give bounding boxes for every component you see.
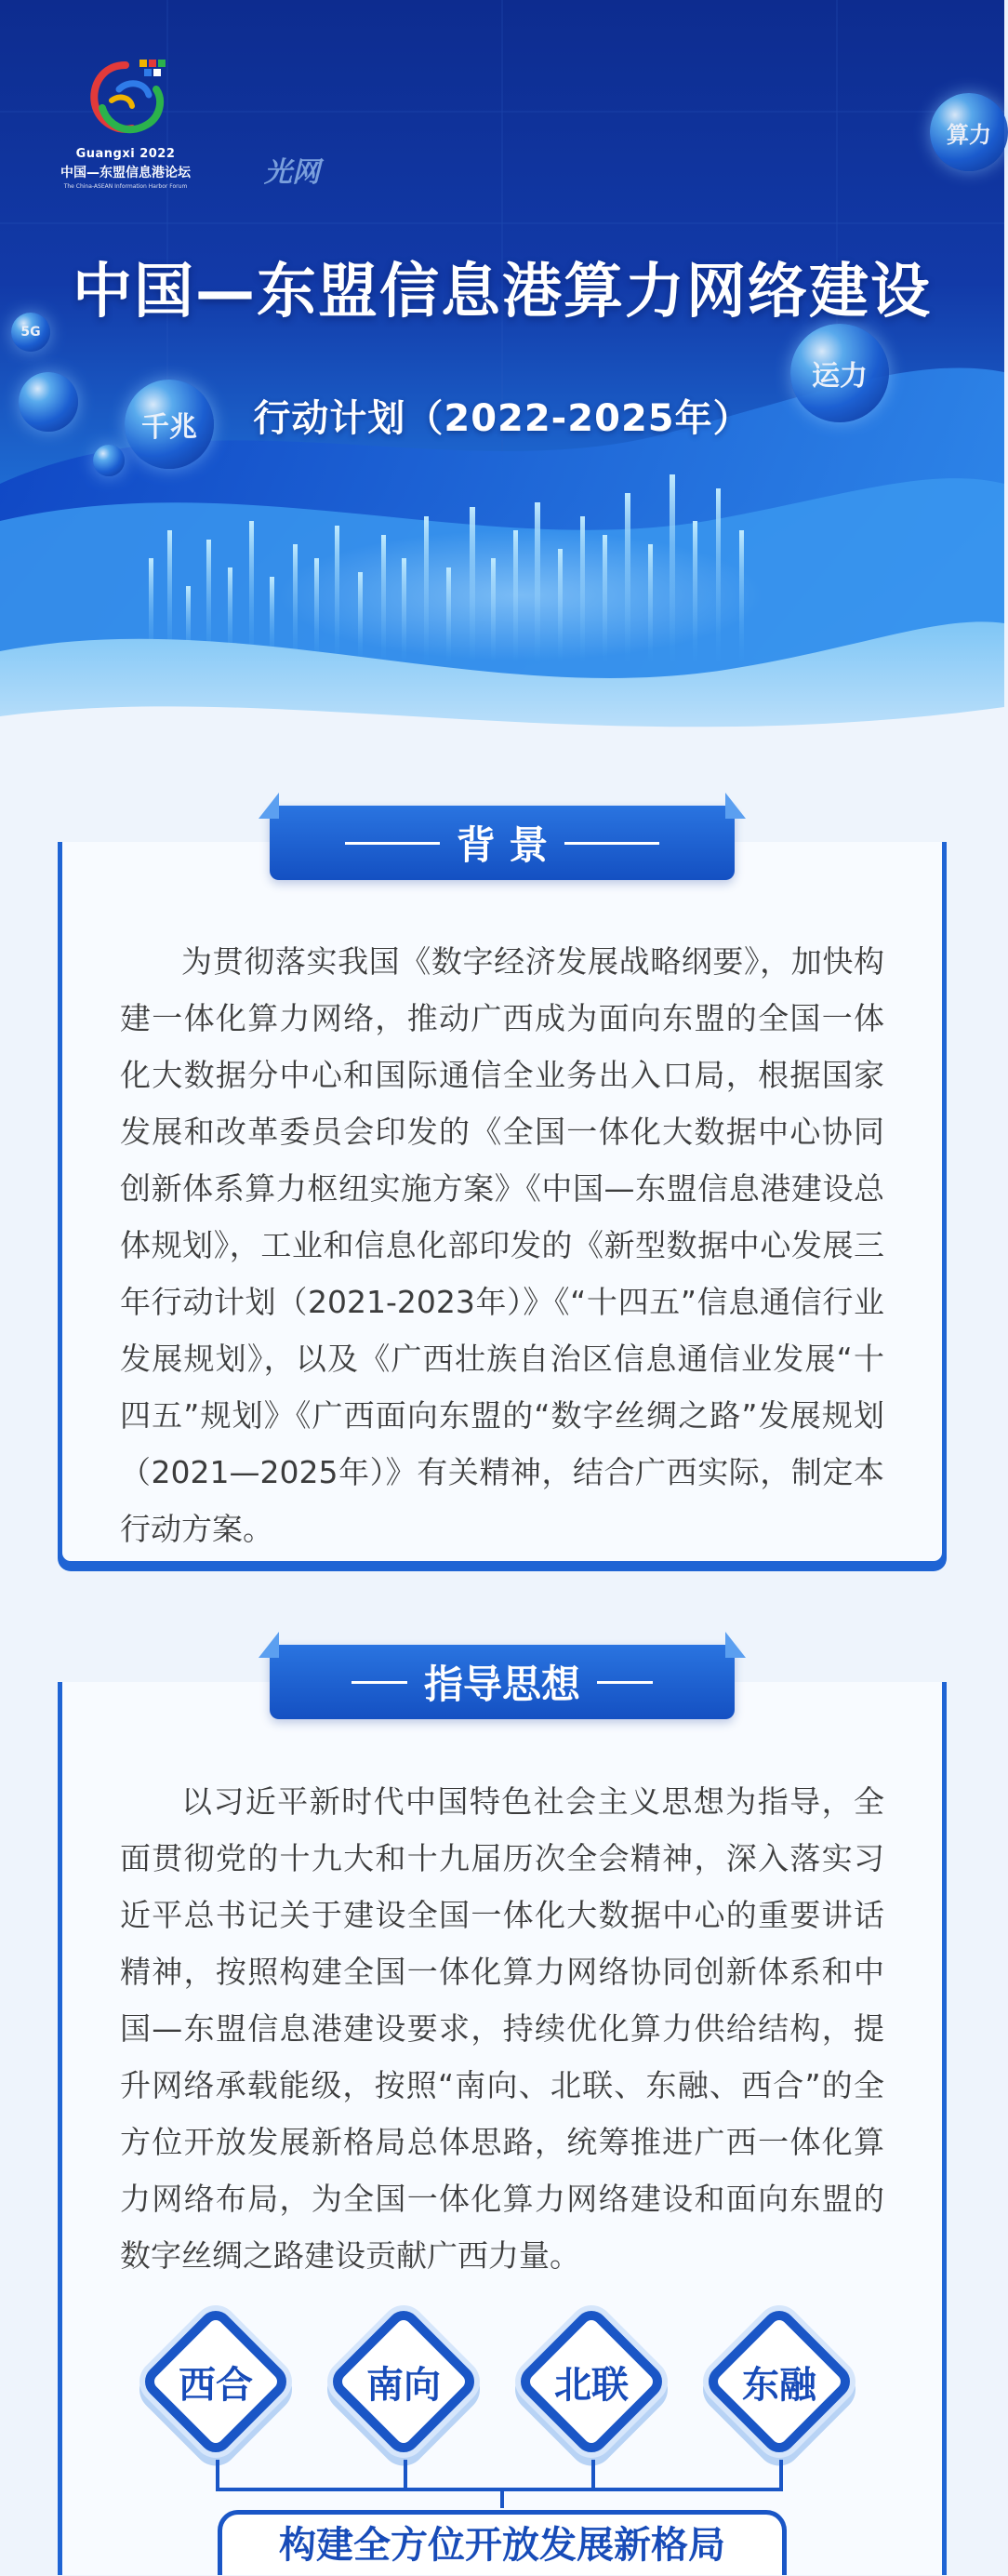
guiding-text: 以习近平新时代中国特色社会主义思想为指导，全面贯彻党的十九大和十九届历次全会精神，深入落实习近平总书记关于建设全国一体化大数据中心的重要讲话精神，按照构建全国一体化算力网络协同创新体系和中国—东盟信息港建设要求，持续优化算力供给结构，提升网络承载能级，按照“南向、北联、东融、西合”的全方位开放发展新格局总体思路，统筹推进广西一体化算力网络布局，为全国一体化算力网络建设和面向东盟的数字丝绸之路建设贡献广西力量。: [120, 1783, 884, 2274]
bubble-suanli: [930, 93, 1008, 171]
background-text: 为贯彻落实我国《数字经济发展战略纲要》，加快构建一体化算力网络，推动广西成为面向东盟的全国一体化大数据分中心和国际通信全业务出入口局，根据国家发展和改革委员会印发的《全国一体化大数据中心协同创新体系算力枢纽实施方案》《中国—东盟信息港建设总体规划》，工业和信息化部印发的《新型数据中心发展三年行动计划（2021-2023年）》《“十四五”信息通信行业发展规划》，以及《广西壮族自治区信息通信业发展“十四五”规划》《广西面向东盟的“数字丝绸之路”发展规划（2021—2025年）》有关精神，结合广西实际，制定本行动方案。: [120, 943, 884, 1547]
bubble-decor-2: [93, 445, 125, 476]
connector-stem: [500, 2488, 504, 2508]
bubble-yunli-label: 运力: [812, 360, 868, 393]
logo-name: 中国—东盟信息港论坛: [60, 166, 191, 180]
title-dash-right: [597, 1681, 653, 1684]
logo-year: Guangxi 2022: [75, 147, 176, 161]
diamond-beilian: [513, 2303, 670, 2460]
diamond-dongrong: [701, 2303, 857, 2460]
hero-banner: [0, 0, 1004, 809]
bubble-qianzhao-label: 千兆: [141, 411, 197, 444]
connector-line: [591, 2460, 595, 2489]
diamond-label: 南向: [366, 2363, 441, 2407]
title-dash-left: [351, 1681, 407, 1684]
diamond-nanxiang: [325, 2303, 482, 2460]
page-subtitle: 行动计划（2022-2025年）: [253, 397, 751, 440]
background-section-title: [270, 806, 735, 880]
guiding-section-title: [270, 1645, 735, 1719]
open-pattern-box: 构建全方位开放发展新格局: [218, 2510, 787, 2575]
bubble-suanli-label: 算力: [947, 121, 991, 148]
connector-line: [779, 2460, 783, 2489]
title-dash-left: [345, 842, 440, 845]
connector-line: [216, 2460, 219, 2489]
bubble-5g-label: 5G: [20, 325, 41, 340]
diamond-xihe: [138, 2303, 294, 2460]
connector-line: [404, 2460, 407, 2489]
title-dash-right: [564, 842, 659, 845]
diamond-label: 北联: [554, 2363, 629, 2407]
logo-subtitle: The China-ASEAN Information Harbor Forum: [63, 183, 188, 190]
diamond-label: 西合: [179, 2363, 253, 2407]
float-word-guangwang: 光网: [264, 156, 320, 189]
forum-logo-icon: [74, 52, 177, 145]
forum-logo: [37, 52, 214, 192]
connector-bar: [216, 2488, 783, 2491]
page-title: 中国—东盟信息港算力网络建设: [73, 258, 932, 327]
guiding-title-text: 指导思想: [423, 1662, 580, 1707]
diamond-label: 东融: [742, 2363, 816, 2407]
background-title-text: 背 景: [456, 822, 549, 868]
background-card: [58, 842, 947, 1566]
